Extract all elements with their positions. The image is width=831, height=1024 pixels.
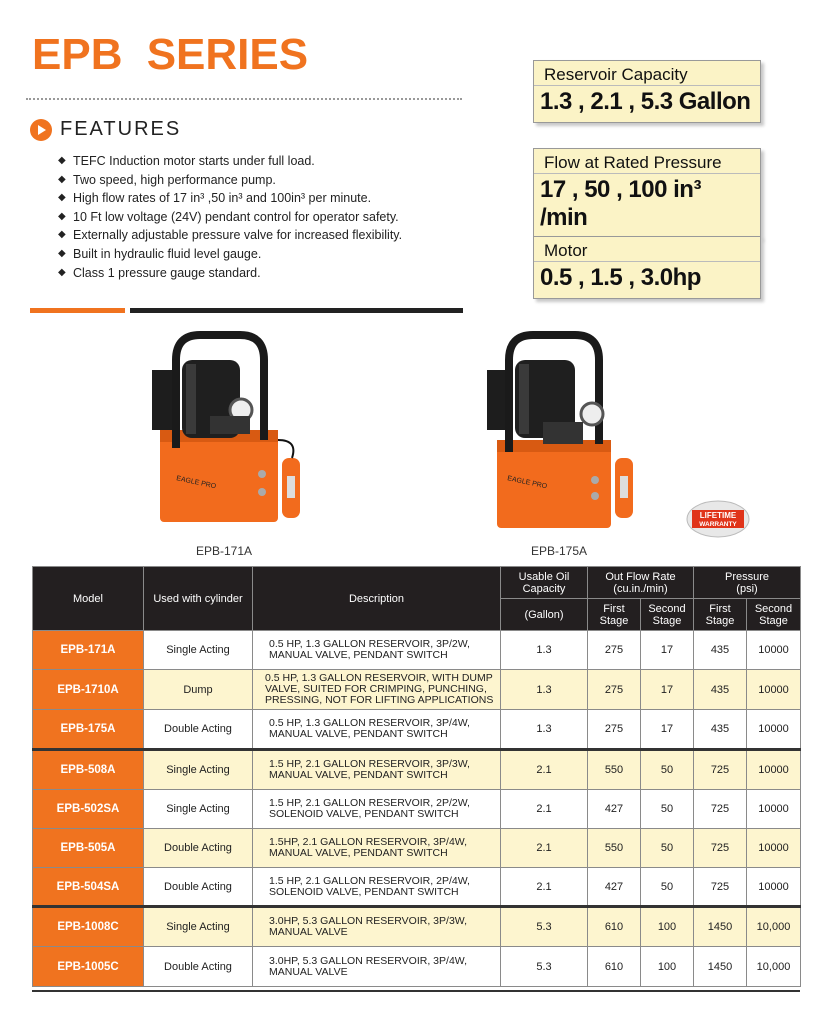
badge-line1: LIFETIME: [699, 511, 737, 520]
description-cell: 0.5 HP, 1.3 GALLON RESERVOIR, WITH DUMP VALVE, SUITED FOR CRIMPING, PUNCHING, PRESSING, NOT FOR LIFTING APPLICATIONS: [253, 670, 501, 710]
flow-second-cell: 50: [641, 750, 694, 790]
pressure-first-cell: 1450: [694, 907, 747, 947]
spec-box-motor: [533, 236, 761, 299]
model-cell: EPB-502SA: [33, 790, 144, 829]
flow-first-cell: 610: [588, 947, 641, 987]
spec-value: 1.3 , 2.1 , 5.3 Gallon: [540, 88, 751, 115]
flow-unit: (cu.in./min): [613, 582, 668, 595]
arrow-right-icon: [30, 119, 52, 141]
feature-item: ◆ Two speed, high performance pump.: [58, 171, 402, 190]
cylinder-cell: Double Acting: [144, 947, 253, 987]
flow-first-cell: 610: [588, 907, 641, 947]
oil-cell: 2.1: [501, 829, 588, 868]
model-cell: EPB-1005C: [33, 947, 144, 987]
model-cell: EPB-504SA: [33, 868, 144, 907]
brand-label: EAGLE PRO: [506, 475, 548, 491]
flow-first-cell: 550: [588, 750, 641, 790]
pressure-first-cell: 1450: [694, 947, 747, 987]
pressure-second-cell: 10000: [747, 829, 801, 868]
spec-value: 0.5 , 1.5 , 3.0hp: [540, 264, 701, 291]
description-cell: 1.5 HP, 2.1 GALLON RESERVOIR, 3P/3W, MANUAL VALVE, PENDANT SWITCH: [253, 750, 501, 790]
table-row: [33, 750, 801, 790]
flow-second-cell: 17: [641, 631, 694, 670]
oil-cell: 1.3: [501, 631, 588, 670]
table-row: [33, 868, 801, 907]
pressure-first-cell: 725: [694, 829, 747, 868]
model-cell: EPB-508A: [33, 750, 144, 790]
table-row: [33, 907, 801, 947]
spec-label: Motor: [544, 241, 588, 260]
table-row: [33, 670, 801, 710]
flow-second-cell: 50: [641, 790, 694, 829]
page-title: EPB SERIES: [32, 30, 309, 79]
spec-table: [32, 566, 801, 987]
spec-box-reservoir: [533, 60, 761, 123]
cylinder-cell: Single Acting: [144, 907, 253, 947]
model-cell: EPB-1008C: [33, 907, 144, 947]
oil-cell: 2.1: [501, 790, 588, 829]
flow-second-cell: 100: [641, 907, 694, 947]
flow-first-cell: 275: [588, 631, 641, 670]
pressure-first-cell: 725: [694, 750, 747, 790]
cylinder-cell: Single Acting: [144, 790, 253, 829]
flow-second-cell: 17: [641, 670, 694, 710]
flow-first-cell: 550: [588, 829, 641, 868]
col-header-description: Description: [253, 567, 501, 631]
feature-item: ◆ Built in hydraulic fluid level gauge.: [58, 245, 402, 264]
lifetime-warranty-badge: [686, 496, 750, 538]
cylinder-cell: Single Acting: [144, 631, 253, 670]
flow-first-cell: 275: [588, 710, 641, 750]
pump-image-epb-171a: [140, 330, 315, 540]
pressure-second-cell: 10000: [747, 631, 801, 670]
col-header-flow-first: First Stage: [588, 599, 641, 631]
description-cell: 1.5HP, 2.1 GALLON RESERVOIR, 3P/4W, MANUAL VALVE, PENDANT SWITCH: [253, 829, 501, 868]
description-cell: 3.0HP, 5.3 GALLON RESERVOIR, 3P/4W, MANUAL VALVE: [253, 947, 501, 987]
pressure-second-cell: 10,000: [747, 907, 801, 947]
pressure-first-cell: 435: [694, 710, 747, 750]
description-cell: 3.0HP, 5.3 GALLON RESERVOIR, 3P/3W, MANUAL VALVE: [253, 907, 501, 947]
spec-value: 17 , 50 , 100 in³ /min: [540, 176, 701, 231]
oil-cell: 2.1: [501, 750, 588, 790]
feature-item: ◆ TEFC Induction motor starts under full load.: [58, 152, 402, 171]
flow-second-cell: 17: [641, 710, 694, 750]
pressure-second-cell: 10000: [747, 868, 801, 907]
description-cell: 0.5 HP, 1.3 GALLON RESERVOIR, 3P/4W, MANUAL VALVE, PENDANT SWITCH: [253, 710, 501, 750]
spec-label: Reservoir Capacity: [544, 65, 688, 84]
pressure-first-cell: 435: [694, 670, 747, 710]
flow-first-cell: 427: [588, 790, 641, 829]
brand-label: EAGLE PRO: [175, 475, 217, 491]
col-header-oil-unit: (Gallon): [501, 599, 588, 631]
description-cell: 0.5 HP, 1.3 GALLON RESERVOIR, 3P/2W, MANUAL VALVE, PENDANT SWITCH: [253, 631, 501, 670]
table-row: [33, 829, 801, 868]
spec-box-flow: [533, 148, 761, 239]
flow-title: Out Flow Rate: [605, 570, 676, 583]
table-bottom-rule: [32, 990, 800, 992]
pressure-title: Pressure: [724, 570, 770, 583]
feature-item: ◆ High flow rates of 17 in³ ,50 in³ and 100in³ per minute.: [58, 189, 402, 208]
table-row: [33, 710, 801, 750]
col-header-model: Model: [33, 567, 144, 631]
feature-item: ◆ Externally adjustable pressure valve for increased flexibility.: [58, 226, 402, 245]
col-header-oil: Usable Oil Capacity: [501, 567, 588, 599]
cylinder-cell: Double Acting: [144, 829, 253, 868]
oil-cell: 1.3: [501, 710, 588, 750]
orange-accent-bar: [30, 308, 125, 313]
oil-cell: 2.1: [501, 868, 588, 907]
cylinder-cell: Double Acting: [144, 710, 253, 750]
col-header-cylinder: Used with cylinder: [144, 567, 253, 631]
flow-first-cell: 427: [588, 868, 641, 907]
pressure-first-cell: 725: [694, 790, 747, 829]
product-caption: EPB-171A: [196, 544, 253, 558]
model-cell: EPB-175A: [33, 710, 144, 750]
pressure-second-cell: 10000: [747, 750, 801, 790]
oil-cell: 5.3: [501, 947, 588, 987]
model-cell: EPB-1710A: [33, 670, 144, 710]
table-row: [33, 790, 801, 829]
pressure-second-cell: 10000: [747, 710, 801, 750]
features-label: FEATURES: [60, 118, 182, 140]
spec-label: Flow at Rated Pressure: [544, 153, 722, 172]
pressure-second-cell: 10000: [747, 670, 801, 710]
model-cell: EPB-171A: [33, 631, 144, 670]
pressure-unit: (psi): [736, 582, 758, 595]
col-header-pressure: [694, 567, 801, 599]
features-heading: [30, 118, 181, 141]
cylinder-cell: Dump: [144, 670, 253, 710]
oil-cell: 5.3: [501, 907, 588, 947]
black-accent-bar: [130, 308, 463, 313]
table-row: [33, 947, 801, 987]
description-cell: 1.5 HP, 2.1 GALLON RESERVOIR, 2P/4W, SOLENOID VALVE, PENDANT SWITCH: [253, 868, 501, 907]
col-header-pressure-first: First Stage: [694, 599, 747, 631]
col-header-flow: [588, 567, 694, 599]
model-cell: EPB-505A: [33, 829, 144, 868]
oil-cell: 1.3: [501, 670, 588, 710]
flow-first-cell: 275: [588, 670, 641, 710]
pump-image-epb-175a: [475, 330, 650, 540]
col-header-pressure-second: Second Stage: [747, 599, 801, 631]
pressure-first-cell: 435: [694, 631, 747, 670]
features-list: [58, 152, 402, 282]
feature-item: ◆ 10 Ft low voltage (24V) pendant control for operator safety.: [58, 208, 402, 227]
col-header-flow-second: Second Stage: [641, 599, 694, 631]
description-cell: 1.5 HP, 2.1 GALLON RESERVOIR, 2P/2W, SOLENOID VALVE, PENDANT SWITCH: [253, 790, 501, 829]
table-row: [33, 631, 801, 670]
flow-second-cell: 100: [641, 947, 694, 987]
flow-second-cell: 50: [641, 829, 694, 868]
cylinder-cell: Single Acting: [144, 750, 253, 790]
badge-line2: WARRANTY: [699, 521, 737, 528]
dotted-divider: [26, 98, 462, 100]
flow-second-cell: 50: [641, 868, 694, 907]
pressure-second-cell: 10,000: [747, 947, 801, 987]
feature-item: ◆ Class 1 pressure gauge standard.: [58, 264, 402, 283]
cylinder-cell: Double Acting: [144, 868, 253, 907]
pressure-first-cell: 725: [694, 868, 747, 907]
product-caption: EPB-175A: [531, 544, 588, 558]
pressure-second-cell: 10000: [747, 790, 801, 829]
